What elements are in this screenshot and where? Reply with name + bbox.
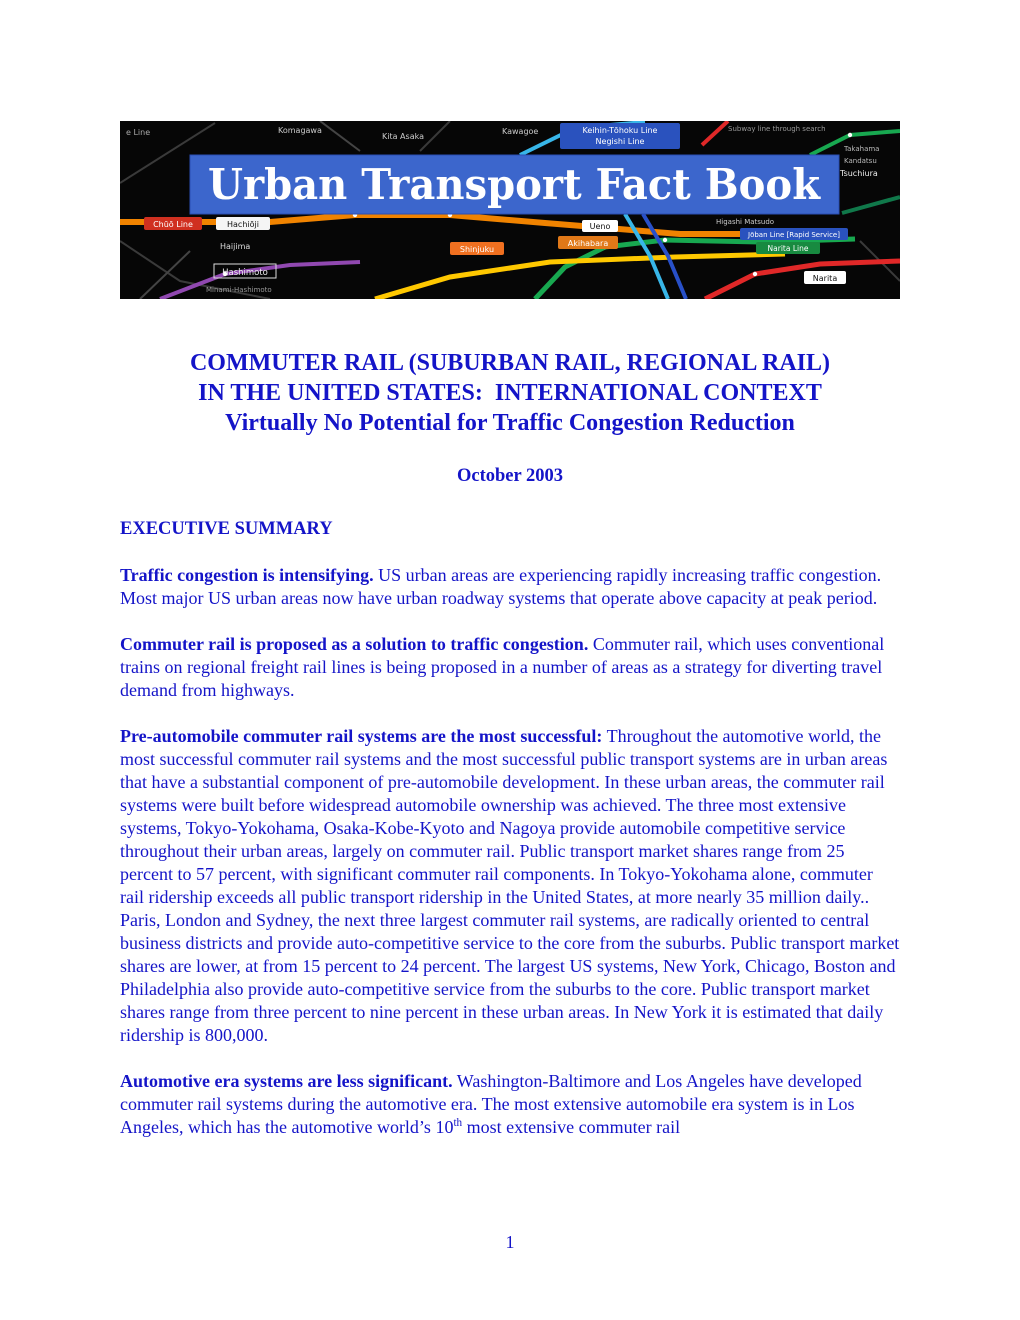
paragraph-automotive-era-systems [120, 1070, 900, 1139]
banner-image [120, 121, 900, 299]
title-line-2: IN THE UNITED STATES: INTERNATIONAL CONTEXT [198, 380, 822, 406]
title-line-1: COMMUTER RAIL (SUBURBAN RAIL, REGIONAL RAIL) [189, 350, 831, 376]
section-heading: EXECUTIVE SUMMARY [120, 519, 333, 539]
paragraph-traffic-congestion [120, 564, 900, 610]
paragraph-commuter-rail-proposed [120, 633, 900, 702]
map-label: Tsuchiura [840, 169, 878, 178]
page-number: 1 [505, 1232, 515, 1252]
map-label: Kita Asaka [382, 132, 424, 141]
line-badge-label: Chūō Line [153, 220, 193, 229]
paragraph-text: Washington-Baltimore and Los Angeles have developed commuter rail systems during the automotive era. The most extensive automobile era system is in Los Angeles, which has the automotive world’s 10 [120, 1071, 862, 1137]
paragraph-lead: Automotive era systems are less significant. [120, 1071, 453, 1091]
station-badge-label: Ueno [589, 222, 611, 231]
map-label: e Line [126, 128, 151, 137]
station-badge-label: Shinjuku [459, 245, 495, 254]
station-badge-label: Hachiōji [227, 220, 259, 229]
map-label: Komagawa [278, 126, 322, 135]
transit-map-banner [120, 121, 900, 299]
banner-title-text: Urban Transport Fact Book [208, 160, 821, 209]
line-badge-label: Keihin-Tōhoku Line [582, 126, 658, 135]
paragraph-pre-automobile-systems [120, 725, 900, 1047]
station-badge-label: Akihabara [567, 239, 609, 248]
line-badge-label: Negishi Line [595, 137, 645, 146]
paragraph-text: Throughout the automotive world, the most successful commuter rail systems and the most successful public transport systems are in urban areas that have a substantial component of pre-automobile development. In these urban areas, the commuter rail systems were built before widespread automobile ownership was achieved. The three most extensive systems, Tokyo-Yokohama, Osaka-Kobe-Kyoto and Nagoya provide automobile competitive service throughout their urban areas, largely on commuter rail. Public transport market shares range from 25 percent to 57 percent, with significant commuter rail components. In Tokyo-Yokohama alone, commuter rail ridership exceeds all public transport ridership in the United States, at more nearly 35 million daily.. Paris, London and Sydney, the next three largest commuter rail systems, are radically oriented to central business districts and provide auto-competitive service to the core from the suburbs. Public transport market shares are lower, at from 15 percent to 24 percent. The largest US systems, New York, Chicago, Boston and Philadelphia also provide auto-competitive service from the suburbs to the core. Public transport market shares range from three percent to nine percent in these urban areas. In New York it is estimated that daily ridership is 800,000. [120, 726, 900, 1045]
date-line: October 2003 [456, 466, 563, 486]
title-line-3: Virtually No Potential for Traffic Congestion Reduction [225, 410, 795, 436]
paragraph-text: most extensive commuter rail [462, 1117, 681, 1137]
map-label: Higashi Matsudo [716, 218, 775, 226]
paragraph-lead: Pre-automobile commuter rail systems are the most successful: [120, 726, 603, 746]
station-badge-label: Hashimoto [222, 268, 268, 278]
map-label: Subway line through search [728, 125, 826, 133]
paragraph-lead: Commuter rail is proposed as a solution to traffic congestion. [120, 634, 589, 654]
station-badge-label: Narita [812, 274, 838, 283]
document-title [120, 348, 900, 438]
map-label: Takahama [844, 145, 880, 153]
document-content [120, 299, 900, 1139]
line-badge-label: Narita Line [767, 244, 809, 253]
map-label: Kandatsu [844, 157, 877, 165]
line-badge-label: Jōban Line [Rapid Service] [748, 231, 840, 239]
map-label: Kawagoe [502, 127, 539, 136]
paragraph-text: Commuter rail, which uses conventional trains on regional freight rail lines is being proposed in a number of areas as a strategy for diverting travel demand from highways. [120, 634, 885, 700]
paragraph-lead: Traffic congestion is intensifying. [120, 565, 374, 585]
paragraph-text: US urban areas are experiencing rapidly increasing traffic congestion. Most major US urban areas now have urban roadway systems that operate above capacity at peak period. [120, 565, 882, 608]
map-label: Minami-Hashimoto [206, 286, 272, 294]
ordinal-superscript: th [453, 1117, 463, 1129]
map-label: Haijima [220, 242, 251, 251]
